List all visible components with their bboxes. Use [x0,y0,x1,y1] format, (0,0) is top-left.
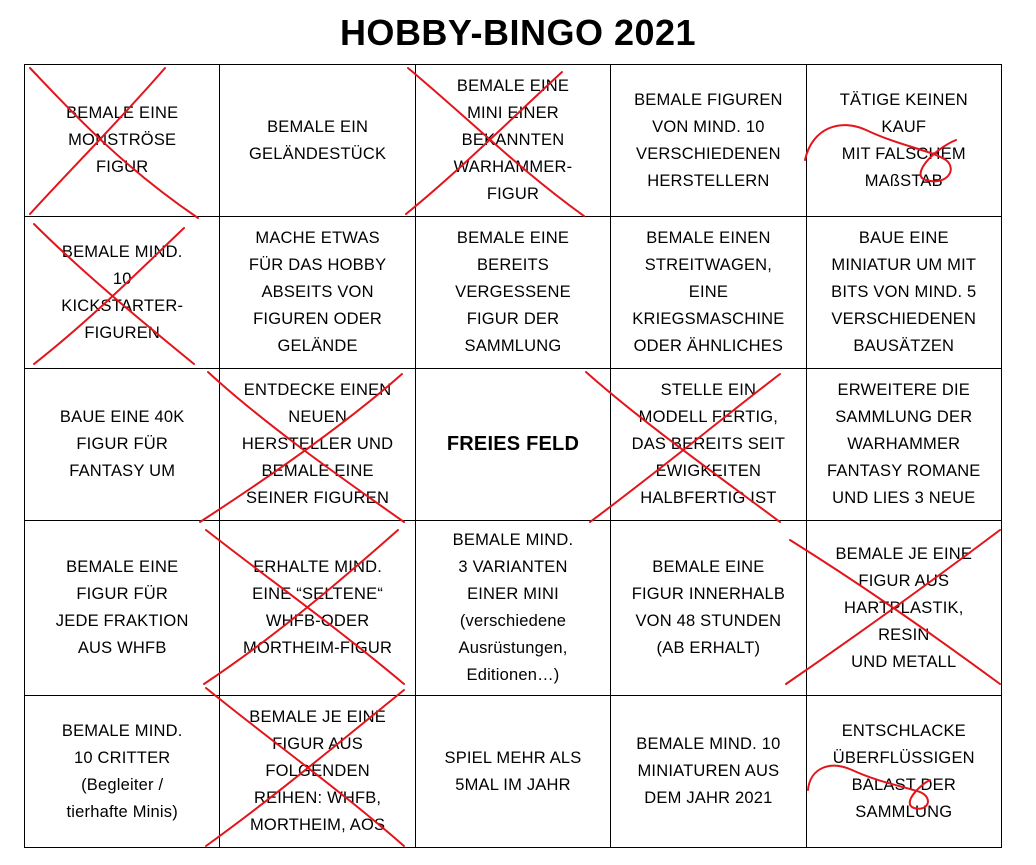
bingo-cell-12[interactable]: ENTDECKE EINEN NEUEN HERSTELLER UND BEMALE EINE SEINER FIGUREN [220,369,415,521]
bingo-cell-16[interactable]: BEMALE EINE FIGUR FÜR JEDE FRAKTION AUS WHFB [25,521,220,696]
free-field-cell[interactable]: FREIES FELD [416,369,611,521]
bingo-cell-3[interactable]: BEMALE EINE MINI EINER BEKANNTEN WARHAMMER- FIGUR [416,65,611,217]
bingo-cell-4[interactable]: BEMALE FIGUREN VON MIND. 10 VERSCHIEDENEN HERSTELLERN [611,65,806,217]
bingo-cell-7[interactable]: MACHE ETWAS FÜR DAS HOBBY ABSEITS VON FIGUREN ODER GELÄNDE [220,217,415,369]
bingo-cell-8[interactable]: BEMALE EINE BEREITS VERGESSENE FIGUR DER SAMMLUNG [416,217,611,369]
bingo-cell-9[interactable]: BEMALE EINEN STREITWAGEN, EINE KRIEGSMASCHINE ODER ÄHNLICHES [611,217,806,369]
bingo-cell-23[interactable]: SPIEL MEHR ALS 5MAL IM JAHR [416,696,611,848]
bingo-cell-17[interactable]: ERHALTE MIND. EINE “SELTENE“ WHFB-ODER MORTHEIM-FIGUR [220,521,415,696]
bingo-cell-15[interactable]: ERWEITERE DIE SAMMLUNG DER WARHAMMER FANTASY ROMANE UND LIES 3 NEUE [807,369,1002,521]
bingo-cell-1[interactable]: BEMALE EINE MONSTRÖSE FIGUR [25,65,220,217]
bingo-cell-19[interactable]: BEMALE EINE FIGUR INNERHALB VON 48 STUNDEN (AB ERHALT) [611,521,806,696]
bingo-cell-20[interactable]: BEMALE JE EINE FIGUR AUS HARTPLASTIK, RESIN UND METALL [807,521,1002,696]
bingo-cell-22[interactable]: BEMALE JE EINE FIGUR AUS FOLGENDEN REIHEN: WHFB, MORTHEIM, AOS [220,696,415,848]
bingo-cell-14[interactable]: STELLE EIN MODELL FERTIG, DAS BEREITS SEIT EWIGKEITEN HALBFERTIG IST [611,369,806,521]
bingo-cell-24[interactable]: BEMALE MIND. 10 MINIATUREN AUS DEM JAHR 2021 [611,696,806,848]
bingo-cell-2[interactable]: BEMALE EIN GELÄNDESTÜCK [220,65,415,217]
bingo-grid [24,64,1002,848]
bingo-cell-10[interactable]: BAUE EINE MINIATUR UM MIT BITS VON MIND. 5 VERSCHIEDENEN BAUSÄTZEN [807,217,1002,369]
bingo-cell-11[interactable]: BAUE EINE 40K FIGUR FÜR FANTASY UM [25,369,220,521]
bingo-cell-25[interactable]: ENTSCHLACKE ÜBERFLÜSSIGEN BALAST DER SAMMLUNG [807,696,1002,848]
bingo-cell-6[interactable]: BEMALE MIND. 10 KICKSTARTER- FIGUREN [25,217,220,369]
page-title: HOBBY-BINGO 2021 [339,12,697,53]
bingo-cell-18[interactable]: BEMALE MIND. 3 VARIANTEN EINER MINI (verschiedene Ausrüstungen, Editionen…) [416,521,611,696]
bingo-cell-21[interactable]: BEMALE MIND. 10 CRITTER (Begleiter / tierhafte Minis) [25,696,220,848]
bingo-cell-5[interactable]: TÄTIGE KEINEN KAUF MIT FALSCHEM MAßSTAB [807,65,1002,217]
